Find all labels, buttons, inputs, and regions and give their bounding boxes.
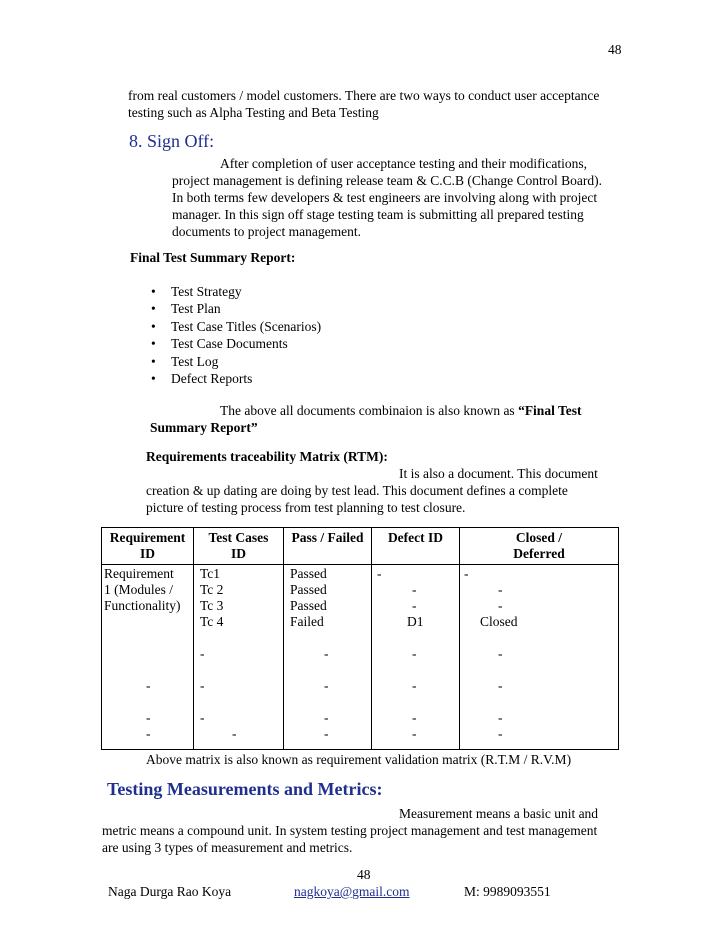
list-item: • Test Case Documents <box>171 336 288 352</box>
table-header-row <box>102 528 619 565</box>
cell-closed-deferred: - - - Closed - - - - <box>464 566 518 741</box>
final-report-note-2: Summary Report” <box>150 420 258 435</box>
list-item: • Test Plan <box>171 301 221 317</box>
metrics-line-1: Measurement means a basic unit and <box>399 806 599 821</box>
final-report-heading: Final Test Summary Report: <box>130 250 296 265</box>
page-number-top: 48 <box>608 42 622 57</box>
footer-email-link[interactable]: nagkoya@gmail.com <box>294 884 410 899</box>
cell-test-cases: Tc1 Tc 2 Tc 3 Tc 4 - - - - <box>194 565 284 750</box>
final-report-note <box>220 403 581 419</box>
footer-page-number: 48 <box>357 867 371 882</box>
cell-defect-id: - - - D1 - - - - <box>372 565 460 750</box>
list-item: • Defect Reports <box>171 371 252 387</box>
footer-author: Naga Durga Rao Koya <box>108 884 232 899</box>
metrics-line-2: metric means a compound unit. In system testing project management and test management <box>102 823 598 838</box>
rtm-line-2: creation & up dating are doing by test lead. This document defines a complete <box>146 483 568 498</box>
signoff-line-5: documents to project management. <box>172 224 361 239</box>
note-bold: “Final Test <box>518 403 582 418</box>
table-row <box>102 565 619 750</box>
footer-mobile: M: 9989093551 <box>464 884 551 899</box>
metrics-heading: Testing Measurements and Metrics: <box>107 779 383 799</box>
signoff-line-2: project management is defining release team & C.C.B (Change Control Board). <box>172 173 603 188</box>
signoff-line-3: In both terms few developers & test engineers are involving along with project <box>172 190 598 205</box>
metrics-line-3: are using 3 types of measurement and metrics. <box>102 840 353 855</box>
list-item: • Test Case Titles (Scenarios) <box>171 319 321 335</box>
rtm-table <box>101 527 619 750</box>
intro-line-1: from real customers / model customers. There are two ways to conduct user acceptance <box>128 88 600 103</box>
header-defect-id: Defect ID <box>372 528 460 565</box>
header-pass-failed: Pass / Failed <box>284 528 372 565</box>
rtm-after-note: Above matrix is also known as requirement validation matrix (R.T.M / R.V.M) <box>146 752 572 767</box>
header-requirement-id: Requirement ID <box>102 528 194 565</box>
cell-pass-failed: Passed Passed Passed Failed - - - - <box>284 565 372 750</box>
rtm-heading: Requirements traceability Matrix (RTM): <box>146 449 388 464</box>
signoff-line-1: After completion of user acceptance testing and their modifications, <box>220 156 587 171</box>
signoff-heading: 8. Sign Off: <box>129 131 215 151</box>
cell-requirement: Requirement 1 (Modules / Functionality) - - - <box>102 565 194 750</box>
rtm-line-3: picture of testing process from test planning to test closure. <box>146 500 466 515</box>
intro-line-2: testing such as Alpha Testing and Beta Testing <box>128 105 379 120</box>
rtm-line-1: It is also a document. This document <box>399 466 598 481</box>
note-text: The above all documents combinaion is also known as <box>220 403 519 418</box>
list-item: • Test Strategy <box>171 284 242 300</box>
header-test-cases-id: Test Cases ID <box>194 528 284 565</box>
signoff-line-4: manager. In this sign off stage testing team is submitting all prepared testing <box>172 207 584 222</box>
list-item: • Test Log <box>171 354 218 370</box>
header-closed-deferred: Closed / Deferred <box>460 528 619 565</box>
